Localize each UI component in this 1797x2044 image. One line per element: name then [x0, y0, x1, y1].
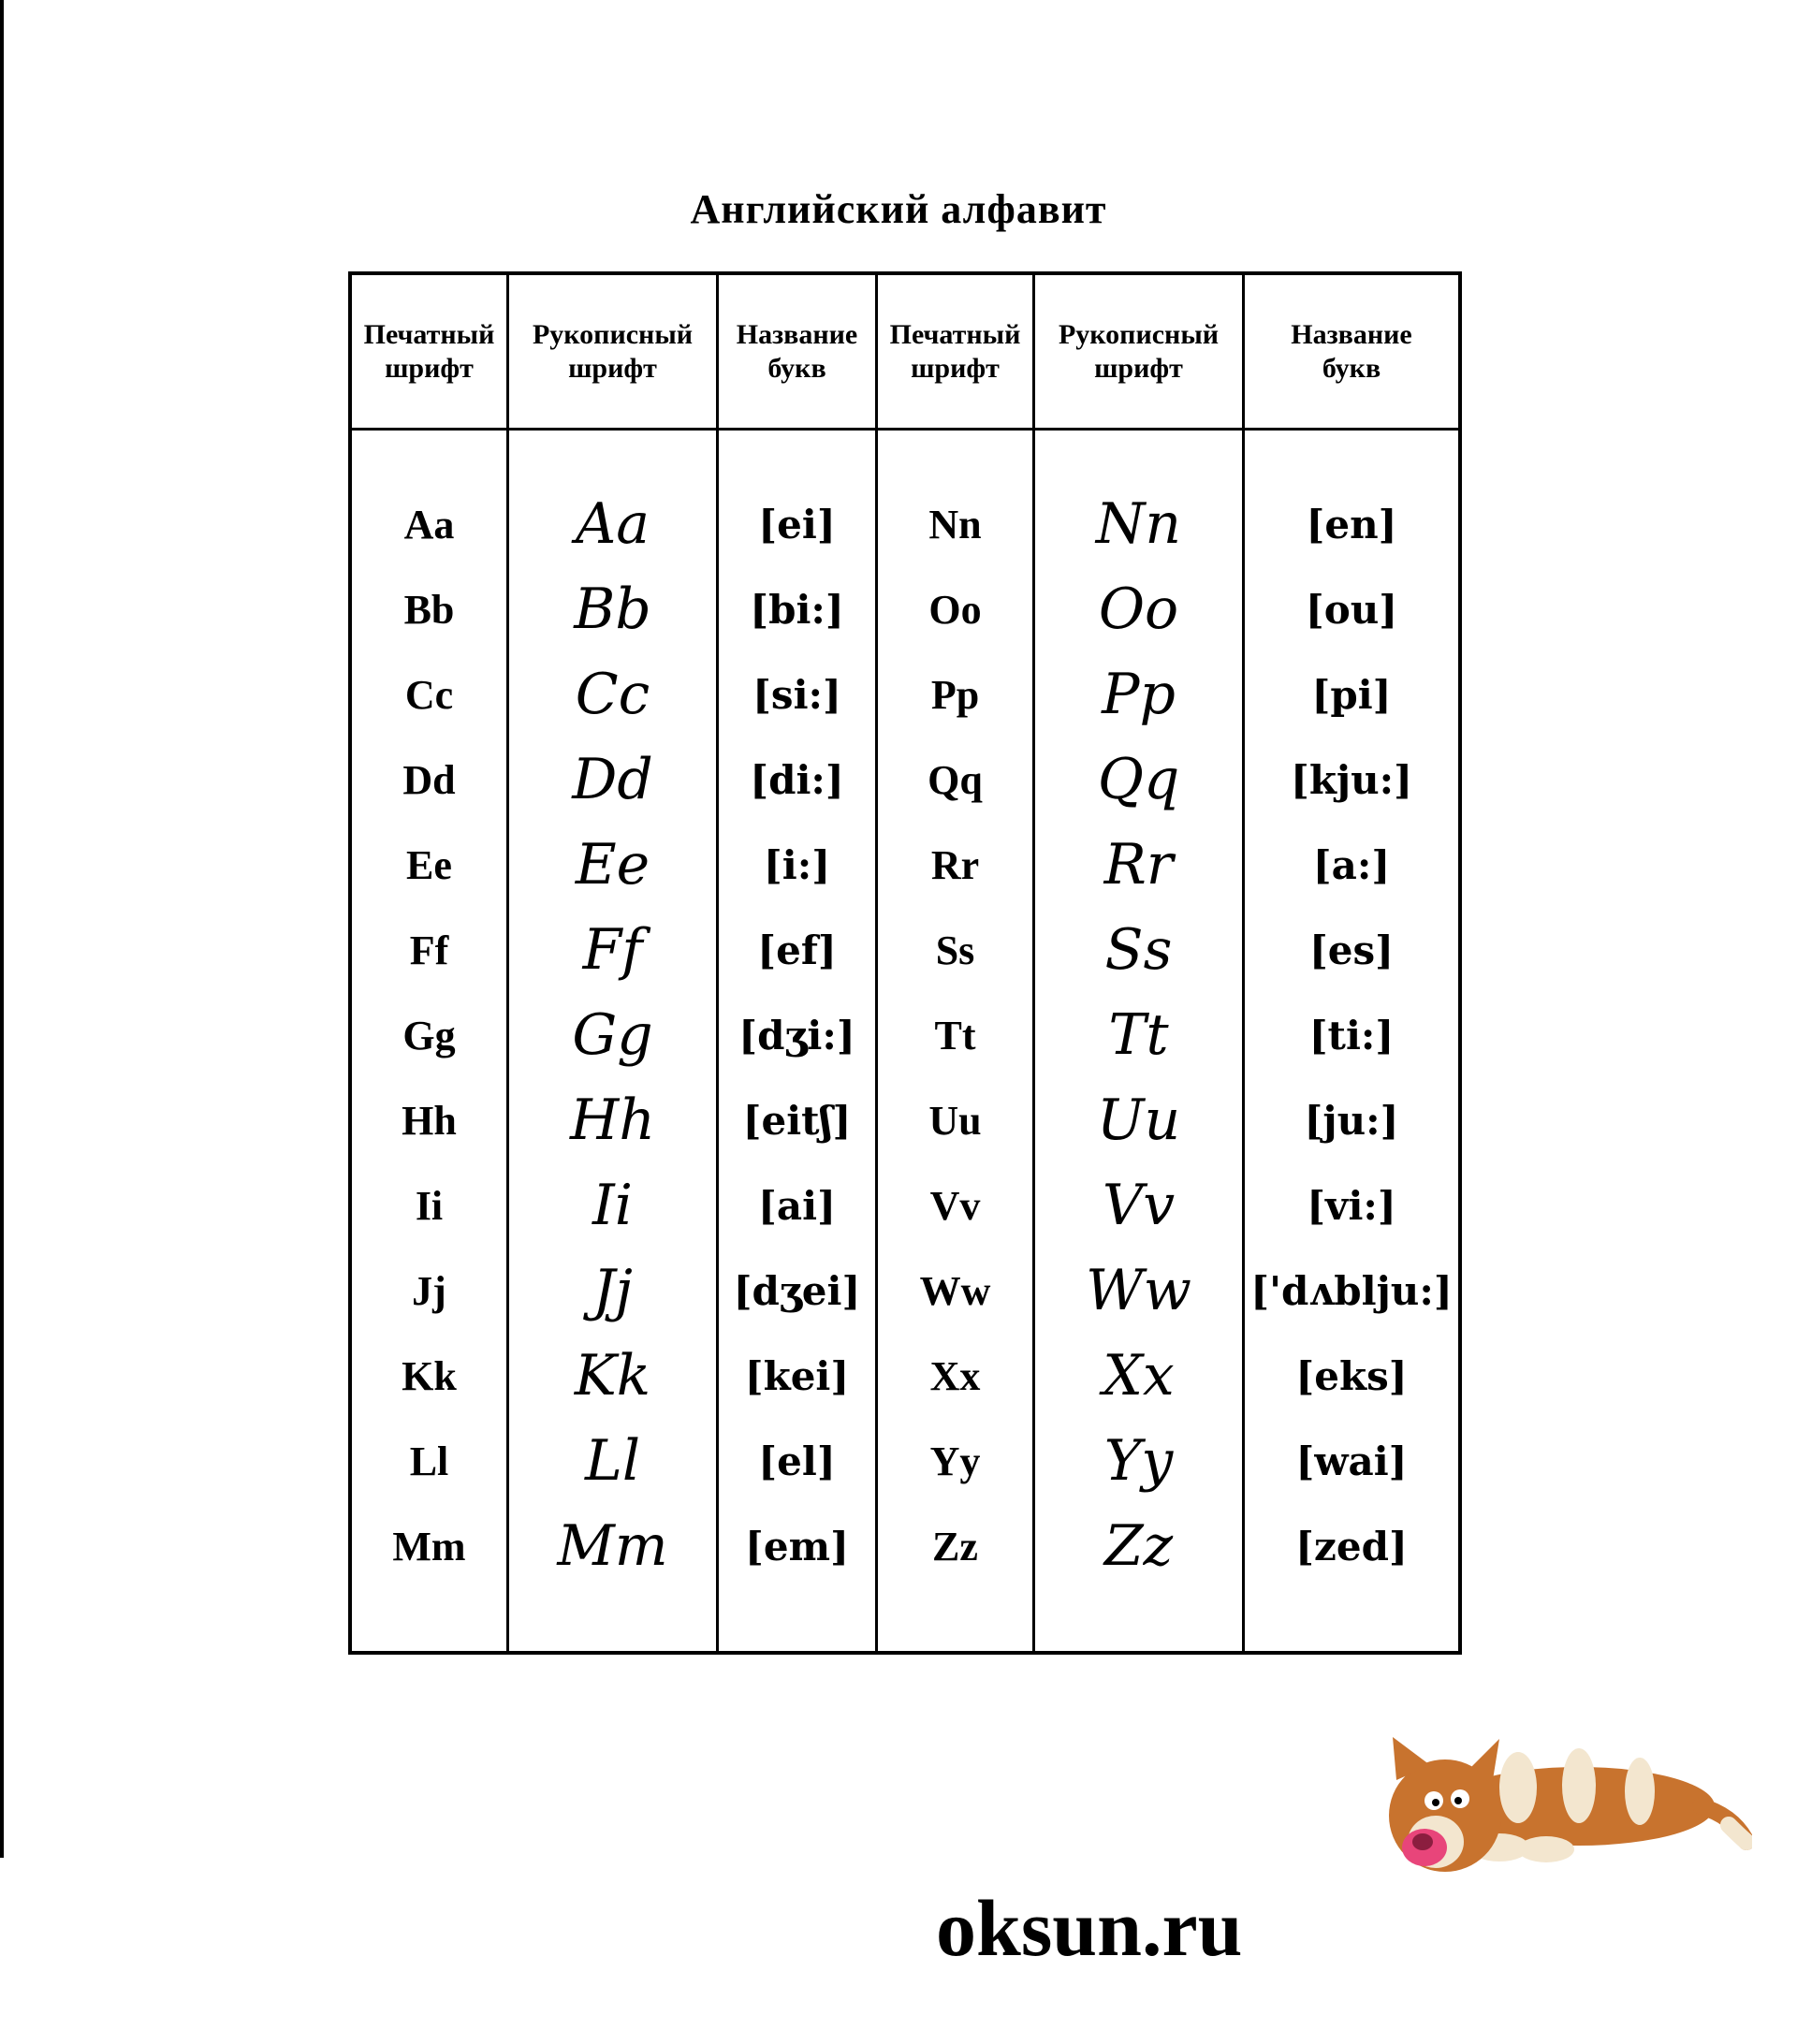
cell-left-printed: Jj [412, 1267, 446, 1314]
cell-right-name: [kju:] [1290, 756, 1413, 803]
cell-right-printed: Zz [932, 1523, 978, 1570]
cell-left-script: Jj [592, 1258, 633, 1323]
column-printed-left [352, 431, 509, 1651]
cell-right-script: Rr [1103, 832, 1174, 898]
cell-left-printed: Ll [409, 1438, 449, 1484]
cell-right-printed: Pp [930, 671, 980, 718]
cell-right-printed: Oo [928, 586, 982, 633]
cell-left-name: [eitʃ] [742, 1097, 852, 1144]
cell-right-printed: Uu [928, 1097, 982, 1144]
cell-left-printed: Kk [402, 1352, 457, 1399]
cell-left-name: [ai] [758, 1182, 836, 1229]
cell-right-script: Xx [1103, 1343, 1175, 1409]
cell-left-printed: Hh [402, 1097, 457, 1144]
cell-right-script: Pp [1102, 662, 1176, 727]
cell-left-name: [i:] [763, 841, 831, 888]
cell-left-name: [el] [758, 1438, 836, 1484]
header-printed-right: Печатный шрифт [878, 275, 1035, 431]
header-script-left: Рукописный шрифт [509, 275, 719, 431]
cell-right-printed: Vv [929, 1182, 981, 1229]
cell-right-script: Yy [1103, 1428, 1174, 1494]
cat-mascot-icon [1368, 1731, 1752, 1891]
cell-left-printed: Ii [415, 1182, 444, 1229]
header-printed-left: Печатный шрифт [352, 275, 509, 431]
cell-left-name: [em] [745, 1523, 849, 1570]
cell-right-name: ['dʌblju:] [1250, 1267, 1453, 1314]
cell-right-printed: Tt [934, 1012, 976, 1058]
cell-left-printed: Ee [406, 841, 452, 888]
cell-right-name: [eks] [1295, 1352, 1408, 1399]
column-name-left [719, 431, 878, 1651]
cell-left-script: Bb [574, 577, 651, 642]
cell-right-script: Qq [1097, 747, 1180, 812]
cell-left-name: [kei] [744, 1352, 850, 1399]
cell-right-name: [es] [1308, 927, 1395, 973]
cell-right-name: [ou] [1305, 586, 1398, 633]
header-script-right: Рукописный шрифт [1035, 275, 1245, 431]
cell-left-script: Ll [584, 1428, 641, 1494]
cell-left-script: Kk [574, 1343, 651, 1409]
cell-left-name: [si:] [752, 671, 841, 718]
column-printed-right [878, 431, 1035, 1651]
cell-right-script: Vv [1102, 1173, 1176, 1238]
cell-left-printed: Gg [402, 1012, 456, 1058]
cell-left-script: Ii [592, 1173, 633, 1238]
cell-right-script: Uu [1096, 1088, 1181, 1153]
cell-left-script: Ee [575, 832, 650, 898]
page-title: Английский алфавит [690, 186, 1107, 232]
cell-right-printed: Rr [930, 841, 980, 888]
cell-left-script: Cc [575, 662, 650, 727]
cell-right-name: [en] [1306, 501, 1397, 548]
cell-right-name: [ju:] [1304, 1097, 1399, 1144]
cell-right-printed: Qq [928, 756, 983, 803]
cell-left-name: [dʒi:] [738, 1012, 855, 1058]
page-edge-line [0, 0, 4, 1858]
cell-right-name: [zed] [1295, 1523, 1408, 1570]
cell-right-printed: Ss [935, 927, 975, 973]
column-script-left [509, 431, 719, 1651]
cell-right-script: Tt [1108, 1002, 1169, 1068]
cell-right-name: [pi] [1311, 671, 1392, 718]
cell-right-name: [ti:] [1308, 1012, 1395, 1058]
cell-left-name: [ei] [758, 501, 836, 548]
cell-right-printed: Yy [929, 1438, 981, 1484]
column-name-right [1245, 431, 1458, 1651]
cell-left-printed: Bb [403, 586, 455, 633]
cell-right-script: Oo [1098, 577, 1179, 642]
cell-right-name: [vi:] [1307, 1182, 1396, 1229]
site-footer: oksun.ru [936, 1883, 1243, 1973]
column-script-right [1035, 431, 1245, 1651]
cell-left-script: Ff [582, 917, 643, 983]
header-name-right: Название букв [1245, 275, 1458, 431]
cell-left-printed: Cc [404, 671, 454, 718]
cell-right-script: Ww [1085, 1258, 1192, 1323]
cell-left-name: [ef] [757, 927, 837, 973]
header-name-left: Название букв [719, 275, 878, 431]
cell-right-printed: Nn [928, 501, 982, 548]
cell-right-name: [wai] [1295, 1438, 1408, 1484]
cell-left-printed: Ff [409, 927, 449, 973]
cell-right-printed: Xx [929, 1352, 981, 1399]
cell-left-name: [dʒei] [733, 1267, 861, 1314]
cell-left-printed: Dd [402, 756, 456, 803]
cell-left-script: Mm [557, 1513, 668, 1579]
cell-right-script: Nn [1095, 491, 1182, 557]
cell-right-script: Ss [1104, 917, 1173, 983]
cell-left-script: Gg [572, 1002, 653, 1068]
alphabet-table [348, 271, 1462, 1655]
cell-left-printed: Aa [403, 501, 455, 548]
cell-left-name: [di:] [750, 756, 844, 803]
cell-left-name: [bi:] [750, 586, 844, 633]
cell-left-script: Aa [575, 491, 650, 557]
cell-right-printed: Ww [919, 1267, 991, 1314]
cell-right-name: [a:] [1312, 841, 1391, 888]
cell-left-printed: Mm [392, 1523, 466, 1570]
cell-left-script: Hh [570, 1088, 655, 1153]
cell-left-script: Dd [572, 747, 653, 812]
cell-right-script: Zz [1103, 1513, 1174, 1579]
